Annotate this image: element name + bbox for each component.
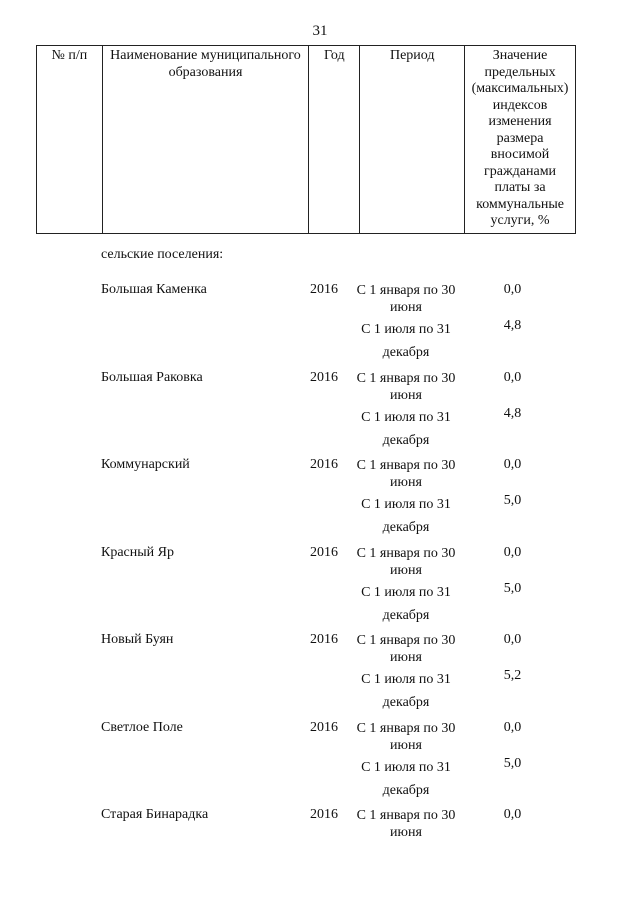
table-row — [0, 807, 640, 887]
row-period-1: С 1 января по 30 июня — [356, 458, 456, 490]
header-num: № п/п — [37, 46, 103, 234]
row-value-1: 0,0 — [503, 545, 522, 560]
table-row — [0, 632, 640, 712]
row-name: Коммунарский — [101, 457, 190, 472]
row-value-2: 5,0 — [503, 756, 522, 771]
table-header — [36, 45, 576, 234]
row-value-1: 0,0 — [503, 457, 522, 472]
row-period-1: С 1 января по 30 июня — [356, 808, 456, 840]
row-period-1: С 1 января по 30 июня — [356, 283, 456, 315]
row-value-1: 0,0 — [503, 720, 522, 735]
row-period-1: С 1 января по 30 июня — [356, 546, 456, 578]
header-year: Год — [309, 46, 360, 234]
row-name: Новый Буян — [101, 632, 174, 647]
row-name: Красный Яр — [101, 545, 174, 560]
row-year: 2016 — [310, 545, 338, 560]
row-period-1: С 1 января по 30 июня — [356, 721, 456, 753]
header-period: Период — [360, 46, 465, 234]
header-name: Наименование муниципального образования — [102, 46, 308, 234]
row-value-1: 0,0 — [503, 632, 522, 647]
section-label: сельские поселения: — [101, 247, 224, 262]
page-number: 31 — [312, 23, 328, 39]
row-value-1: 0,0 — [503, 807, 522, 822]
row-year: 2016 — [310, 807, 338, 822]
row-value-2: 5,2 — [503, 668, 522, 683]
row-value-2: 5,0 — [503, 581, 522, 596]
row-year: 2016 — [310, 370, 338, 385]
row-period-1: С 1 января по 30 июня — [356, 371, 456, 403]
table-row — [0, 370, 640, 450]
row-period-2: С 1 июля по 31 декабря — [361, 585, 451, 623]
row-period-2: С 1 июля по 31 декабря — [361, 672, 451, 710]
row-year: 2016 — [310, 457, 338, 472]
row-year: 2016 — [310, 720, 338, 735]
row-name: Светлое Поле — [101, 720, 183, 735]
row-value-2: 5,0 — [503, 493, 522, 508]
row-value-1: 0,0 — [503, 282, 522, 297]
row-value-2: 4,8 — [503, 318, 522, 333]
row-period-1: С 1 января по 30 июня — [356, 633, 456, 665]
row-year: 2016 — [310, 282, 338, 297]
table-row — [0, 545, 640, 625]
row-year: 2016 — [310, 632, 338, 647]
row-name: Старая Бинарадка — [101, 807, 209, 822]
row-period-2: С 1 июля по 31 декабря — [361, 760, 451, 798]
row-period-2: С 1 июля по 31 декабря — [361, 322, 451, 360]
row-name: Большая Каменка — [101, 282, 207, 297]
table-row — [0, 720, 640, 800]
row-period-2: С 1 июля по 31 декабря — [361, 410, 451, 448]
header-value: Значение предельных (максимальных) индексов изменения размера вносимой гражданами платы за коммунальные услуги, % — [465, 46, 576, 234]
table-row — [0, 457, 640, 537]
table-row — [0, 282, 640, 362]
row-period-2: С 1 июля по 31 декабря — [361, 497, 451, 535]
row-value-1: 0,0 — [503, 370, 522, 385]
row-name: Большая Раковка — [101, 370, 203, 385]
row-value-2: 4,8 — [503, 406, 522, 421]
